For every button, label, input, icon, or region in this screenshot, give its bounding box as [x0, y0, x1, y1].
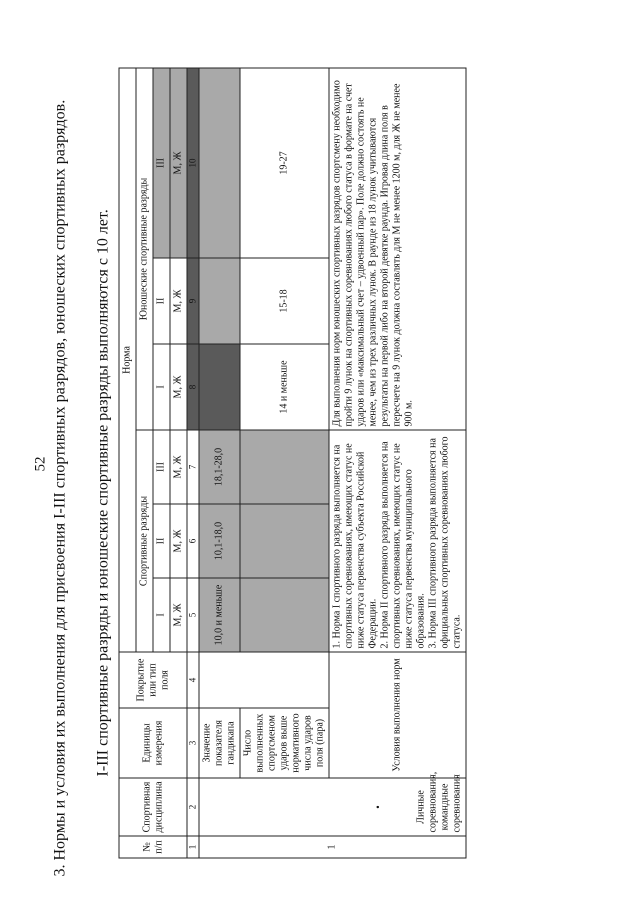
column-number-row	[187, 68, 199, 858]
norms-table	[119, 68, 467, 859]
col-number: 5	[187, 578, 199, 652]
strokes-sport-empty	[240, 430, 329, 504]
unit-strokes: Число выполненных спортсменом ударов выше нормативного числа ударов поля (пара)	[240, 708, 329, 778]
header-row-1	[119, 68, 136, 858]
discipline-cell	[199, 771, 466, 836]
handicap-row	[199, 68, 240, 858]
header-gender: М, Ж	[170, 68, 187, 258]
header-gender: М, Ж	[170, 258, 187, 344]
col-number: 10	[187, 68, 199, 258]
page-number: 52	[32, 456, 49, 472]
header-norm: Норма	[119, 68, 136, 652]
col-number: 6	[187, 504, 199, 578]
header-rank-II: II	[153, 504, 170, 578]
header-gender: М, Ж	[170, 504, 187, 578]
discipline-name: Личные соревнования, командные соревнования	[415, 771, 463, 833]
strokes-youth-I: 14 и меньше	[240, 344, 329, 430]
col-number: 2	[187, 778, 199, 836]
conditions-youth-ranks: Для выполнения норм юношеских спортивных разрядов спортсмену необходимо пройти 9 лунок на спортивных соревнованиях любого статуса в формате на счет ударов или «максимальный счет – удвоенный пар». Поле должно состоять не менее, чем из трех различных лунок. В раунде из 18 лунок учитываются результаты на первой либо на второй девятке раунда. Игровая длина поля в пересчете на 9 лунок должна составлять для М не менее 1200 м, для Ж не менее 900 м.	[329, 68, 466, 430]
header-rank-I: I	[153, 578, 170, 652]
header-discipline: Спортивная дисциплина	[119, 778, 187, 836]
conditions-row	[329, 68, 466, 858]
conditions-label: Условия выполнения норм	[329, 652, 466, 778]
strokes-youth-II: 15-18	[240, 258, 329, 344]
handicap-youth-empty	[199, 258, 240, 344]
handicap-I: 10,0 и меньше	[199, 578, 240, 652]
surface-cell	[199, 652, 329, 708]
conditions-sport-ranks: 1. Норма I спортивного разряда выполняется на спортивных соревнованиях, имеющих статус не ниже статуса первенства субъекта Российской Федерации. 2. Норма II спортивного разряда выполняется на спортивных соревнованиях, имеющих статус не ниже статуса первенства муниципального образования. 3. Норма III спортивного разряда выполняется на официальных спортивных соревнованиях любого статуса.	[329, 430, 466, 652]
col-number: 3	[187, 708, 199, 778]
handicap-III: 18,1-28,0	[199, 430, 240, 504]
header-units: Единицы измерения	[119, 708, 187, 778]
col-number: 4	[187, 652, 199, 708]
section-heading: 3. Нормы и условия их выполнения для присвоения I-III спортивных разрядов, юношеских спортивных разрядов.	[51, 99, 69, 877]
discipline-dot: •	[373, 805, 385, 809]
handicap-II: 10,1-18,0	[199, 504, 240, 578]
col-number: 1	[187, 836, 199, 858]
strokes-sport-empty	[240, 578, 329, 652]
header-gender: М, Ж	[170, 430, 187, 504]
col-number: 9	[187, 258, 199, 344]
header-num: № п/п	[119, 836, 187, 858]
strokes-row	[240, 68, 329, 858]
header-surface: Покрытие или тип поля	[119, 652, 187, 708]
col-number: 7	[187, 430, 199, 504]
strokes-sport-empty	[240, 504, 329, 578]
header-youth-rank-I: I	[153, 344, 170, 430]
header-gender: М, Ж	[170, 578, 187, 652]
rotated-page	[33, 47, 608, 877]
header-gender: М, Ж	[170, 344, 187, 430]
unit-handicap: Значение показателя гандикапа	[199, 708, 240, 778]
row-number: 1	[199, 836, 466, 858]
header-sport-ranks: Спортивные разряды	[136, 430, 153, 652]
handicap-youth-empty	[199, 344, 240, 430]
header-youth-rank-III: III	[153, 68, 170, 258]
header-rank-III: III	[153, 430, 170, 504]
strokes-youth-III: 19-27	[240, 68, 329, 258]
header-youth-rank-II: II	[153, 258, 170, 344]
handicap-youth-empty	[199, 68, 240, 258]
col-number: 8	[187, 344, 199, 430]
header-youth-ranks: Юношеские спортивные разряды	[136, 68, 153, 430]
table-caption: I-III спортивные разряды и юношеские спортивные разряды выполняются с 10 лет.	[94, 209, 112, 777]
